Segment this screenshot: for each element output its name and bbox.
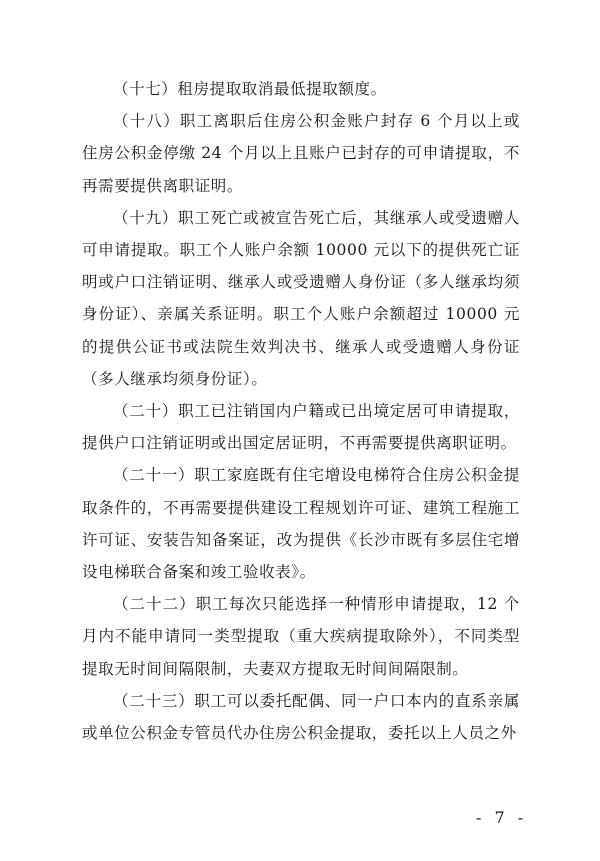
clause-19: （十九）职工死亡或被宣告死亡后，其继承人或受遗赠人可申请提取。职工个人账户余额 10000 元以下的提供死亡证明或户口注销证明、继承人或受遗赠人身份证（多人继承均须身份证）、亲属关系证明。职工个人账户余额超过 10000 元的提供公证书或法院生效判决书、继承人或受遗赠人身份证（多人继承均须身份证）。 — [82, 208, 520, 388]
clause-21: （二十一）职工家庭既有住宅增设电梯符合住房公积金提取条件的，不再需要提供建设工程规划许可证、建筑工程施工许可证、安装告知备案证，改为提供《长沙市既有多层住宅增设电梯联合备案和竣工验收表》。 — [82, 466, 520, 582]
document-body — [82, 73, 520, 749]
clause-18: （十八）职工离职后住房公积金账户封存 6 个月以上或住房公积金停缴 24 个月以上且账户已封存的可申请提取，不再需要提供离职证明。 — [82, 112, 520, 195]
clause-22: （二十二）职工每次只能选择一种情形申请提取，12 个月内不能申请同一类型提取（重大疾病提取除外），不同类型提取无时间间隔限制，夫妻双方提取无时间间隔限制。 — [82, 595, 520, 678]
clause-20: （二十）职工已注销国内户籍或已出境定居可申请提取，提供户口注销证明或出国定居证明，不再需要提供离职证明。 — [82, 402, 520, 453]
clause-23: （二十三）职工可以委托配偶、同一户口本内的直系亲属或单位公积金专管员代办住房公积金提取，委托以上人员之外 — [82, 691, 520, 743]
clause-17: （十七）租房提取取消最低提取额度。 — [113, 80, 387, 98]
page-number: - 7 - — [476, 808, 528, 827]
